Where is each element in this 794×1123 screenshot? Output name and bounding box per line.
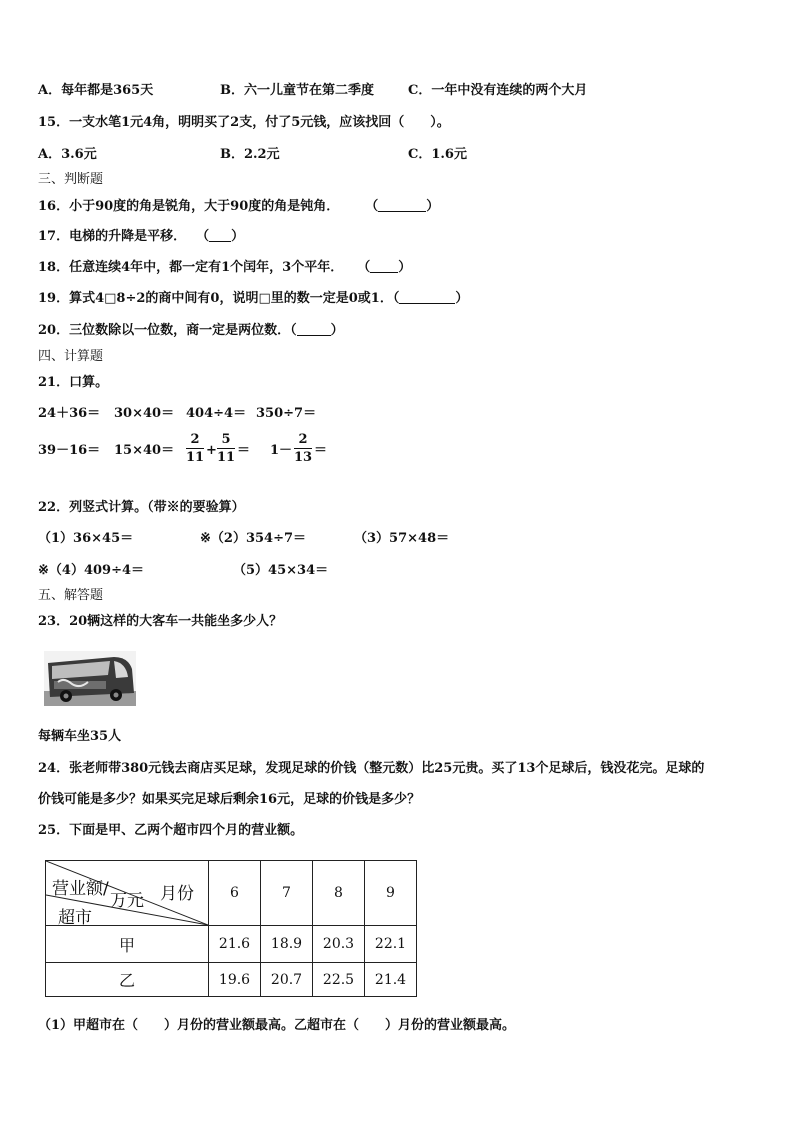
q25-sub1: （1）甲超市在（ ）月份的营业额最高。乙超市在（ ）月份的营业额最高。	[38, 1018, 516, 1033]
paren-close: ）	[426, 199, 440, 214]
table-cell: 22.5	[313, 963, 365, 997]
row-label: 甲	[46, 926, 209, 963]
paren-open: （	[290, 323, 297, 338]
section-heading-calc: 四、计算题	[38, 349, 104, 364]
q24-line2: 价钱可能是多少？如果买完足球后剩余16元，足球的价钱是多少？	[38, 792, 421, 807]
corner-label-d: 超市	[58, 908, 92, 928]
fraction	[217, 432, 235, 465]
corner-label-c: 月份	[160, 884, 194, 904]
q23-title: 23．20辆这样的大客车一共能坐多少人？	[38, 614, 283, 629]
corner-label-b: 万元	[110, 891, 144, 911]
judge-item-17	[38, 228, 244, 246]
q15-option-b: B．2.2元	[220, 147, 280, 162]
paren-open: （	[365, 199, 379, 214]
q21-item: 404÷4＝	[186, 406, 247, 421]
paren-close: ）	[455, 291, 469, 306]
q21-item: 39－16＝	[38, 443, 101, 458]
table-cell: 22.1	[365, 926, 417, 963]
equals-sign: ＝	[314, 443, 328, 458]
table-cell: 19.6	[209, 963, 261, 997]
judge-text: 17．电梯的升降是平移．	[38, 229, 187, 244]
month-header: 6	[209, 861, 261, 926]
table-cell: 20.7	[261, 963, 313, 997]
q21-title: 21．口算。	[38, 375, 109, 390]
q15-text: 15．一支水笔1元4角，明明买了2支，付了5元钱，应该找回（ ）。	[38, 115, 450, 130]
denominator: 13	[294, 450, 313, 465]
numerator: 2	[190, 432, 200, 447]
q22-title: 22．列竖式计算。（带※的要验算）	[38, 500, 245, 515]
fraction	[294, 432, 312, 465]
numerator: 2	[298, 432, 308, 447]
q14-option-c: C．一年中没有连续的两个大月	[408, 83, 588, 98]
section-heading-judge: 三、判断题	[38, 172, 104, 187]
corner-label-a: 营业额/	[52, 879, 109, 899]
answer-blank[interactable]	[378, 199, 426, 212]
fraction	[186, 432, 204, 465]
fraction-bar	[186, 448, 204, 449]
q14-option-a: A．每年都是365天	[38, 83, 154, 98]
paren-close: ）	[330, 323, 344, 338]
paren-close: ）	[231, 229, 245, 244]
table-cell: 21.6	[209, 926, 261, 963]
minuend: 1－	[270, 443, 293, 458]
table-cell: 20.3	[313, 926, 365, 963]
paren-open: （	[196, 229, 210, 244]
judge-item-16	[38, 198, 439, 216]
judge-text: 20．三位数除以一位数，商一定是两位数．	[38, 323, 291, 338]
fraction-bar	[294, 448, 312, 449]
equals-sign: ＝	[237, 443, 251, 458]
bus-image	[44, 651, 136, 706]
q21-item: 24＋36＝	[38, 406, 101, 421]
paren-open: （	[357, 260, 371, 275]
q14-option-b: B．六一儿童节在第二季度	[220, 83, 374, 98]
q22-item: （3）57×48＝	[354, 531, 450, 546]
fraction-bar	[217, 448, 235, 449]
judge-text: 16．小于90度的角是锐角，大于90度的角是钝角．	[38, 199, 340, 214]
answer-blank[interactable]	[209, 229, 231, 242]
sales-table	[45, 860, 417, 997]
q15-option-c: C．1.6元	[408, 147, 467, 162]
q22-item: （1）36×45＝	[38, 531, 134, 546]
q22-item: （5）45×34＝	[233, 563, 329, 578]
q25-title: 25．下面是甲、乙两个超市四个月的营业额。	[38, 823, 304, 838]
table-cell: 21.4	[365, 963, 417, 997]
q22-item: ※（4）409÷4＝	[38, 563, 145, 578]
judge-item-19	[38, 290, 468, 308]
section-heading-solve: 五、解答题	[38, 588, 104, 603]
q15-option-a: A．3.6元	[38, 147, 97, 162]
paren-open: （	[392, 291, 400, 306]
table-header-row	[46, 861, 417, 926]
answer-blank[interactable]	[297, 323, 331, 336]
judge-item-20	[38, 322, 344, 340]
numerator: 5	[221, 432, 231, 447]
q24-line1: 24．张老师带380元钱去商店买足球，发现足球的价钱（整元数）比25元贵。买了13个足球后，钱没花完。足球的	[38, 761, 705, 776]
q21-item: 350÷7＝	[256, 406, 317, 421]
answer-blank[interactable]	[399, 291, 455, 304]
month-header: 7	[261, 861, 313, 926]
q21-item: 30×40＝	[114, 406, 175, 421]
q23-caption: 每辆车坐35人	[38, 729, 122, 744]
q21-item: 15×40＝	[114, 443, 175, 458]
judge-text: 18．任意连续4年中，都一定有1个闰年，3个平年．	[38, 260, 344, 275]
judge-text: 19．算式4□8÷2的商中间有0，说明□里的数一定是0或1．	[38, 291, 393, 306]
month-header: 8	[313, 861, 365, 926]
table-corner-cell	[46, 861, 209, 926]
answer-blank[interactable]	[370, 260, 398, 273]
denominator: 11	[186, 450, 205, 465]
table-cell: 18.9	[261, 926, 313, 963]
paren-close: ）	[398, 260, 412, 275]
table-row	[46, 963, 417, 997]
plus-sign: +	[206, 443, 217, 458]
q22-item: ※（2）354÷7＝	[200, 531, 307, 546]
table-row	[46, 926, 417, 963]
denominator: 11	[217, 450, 236, 465]
month-header: 9	[365, 861, 417, 926]
row-label: 乙	[46, 963, 209, 997]
judge-item-18	[38, 259, 411, 277]
